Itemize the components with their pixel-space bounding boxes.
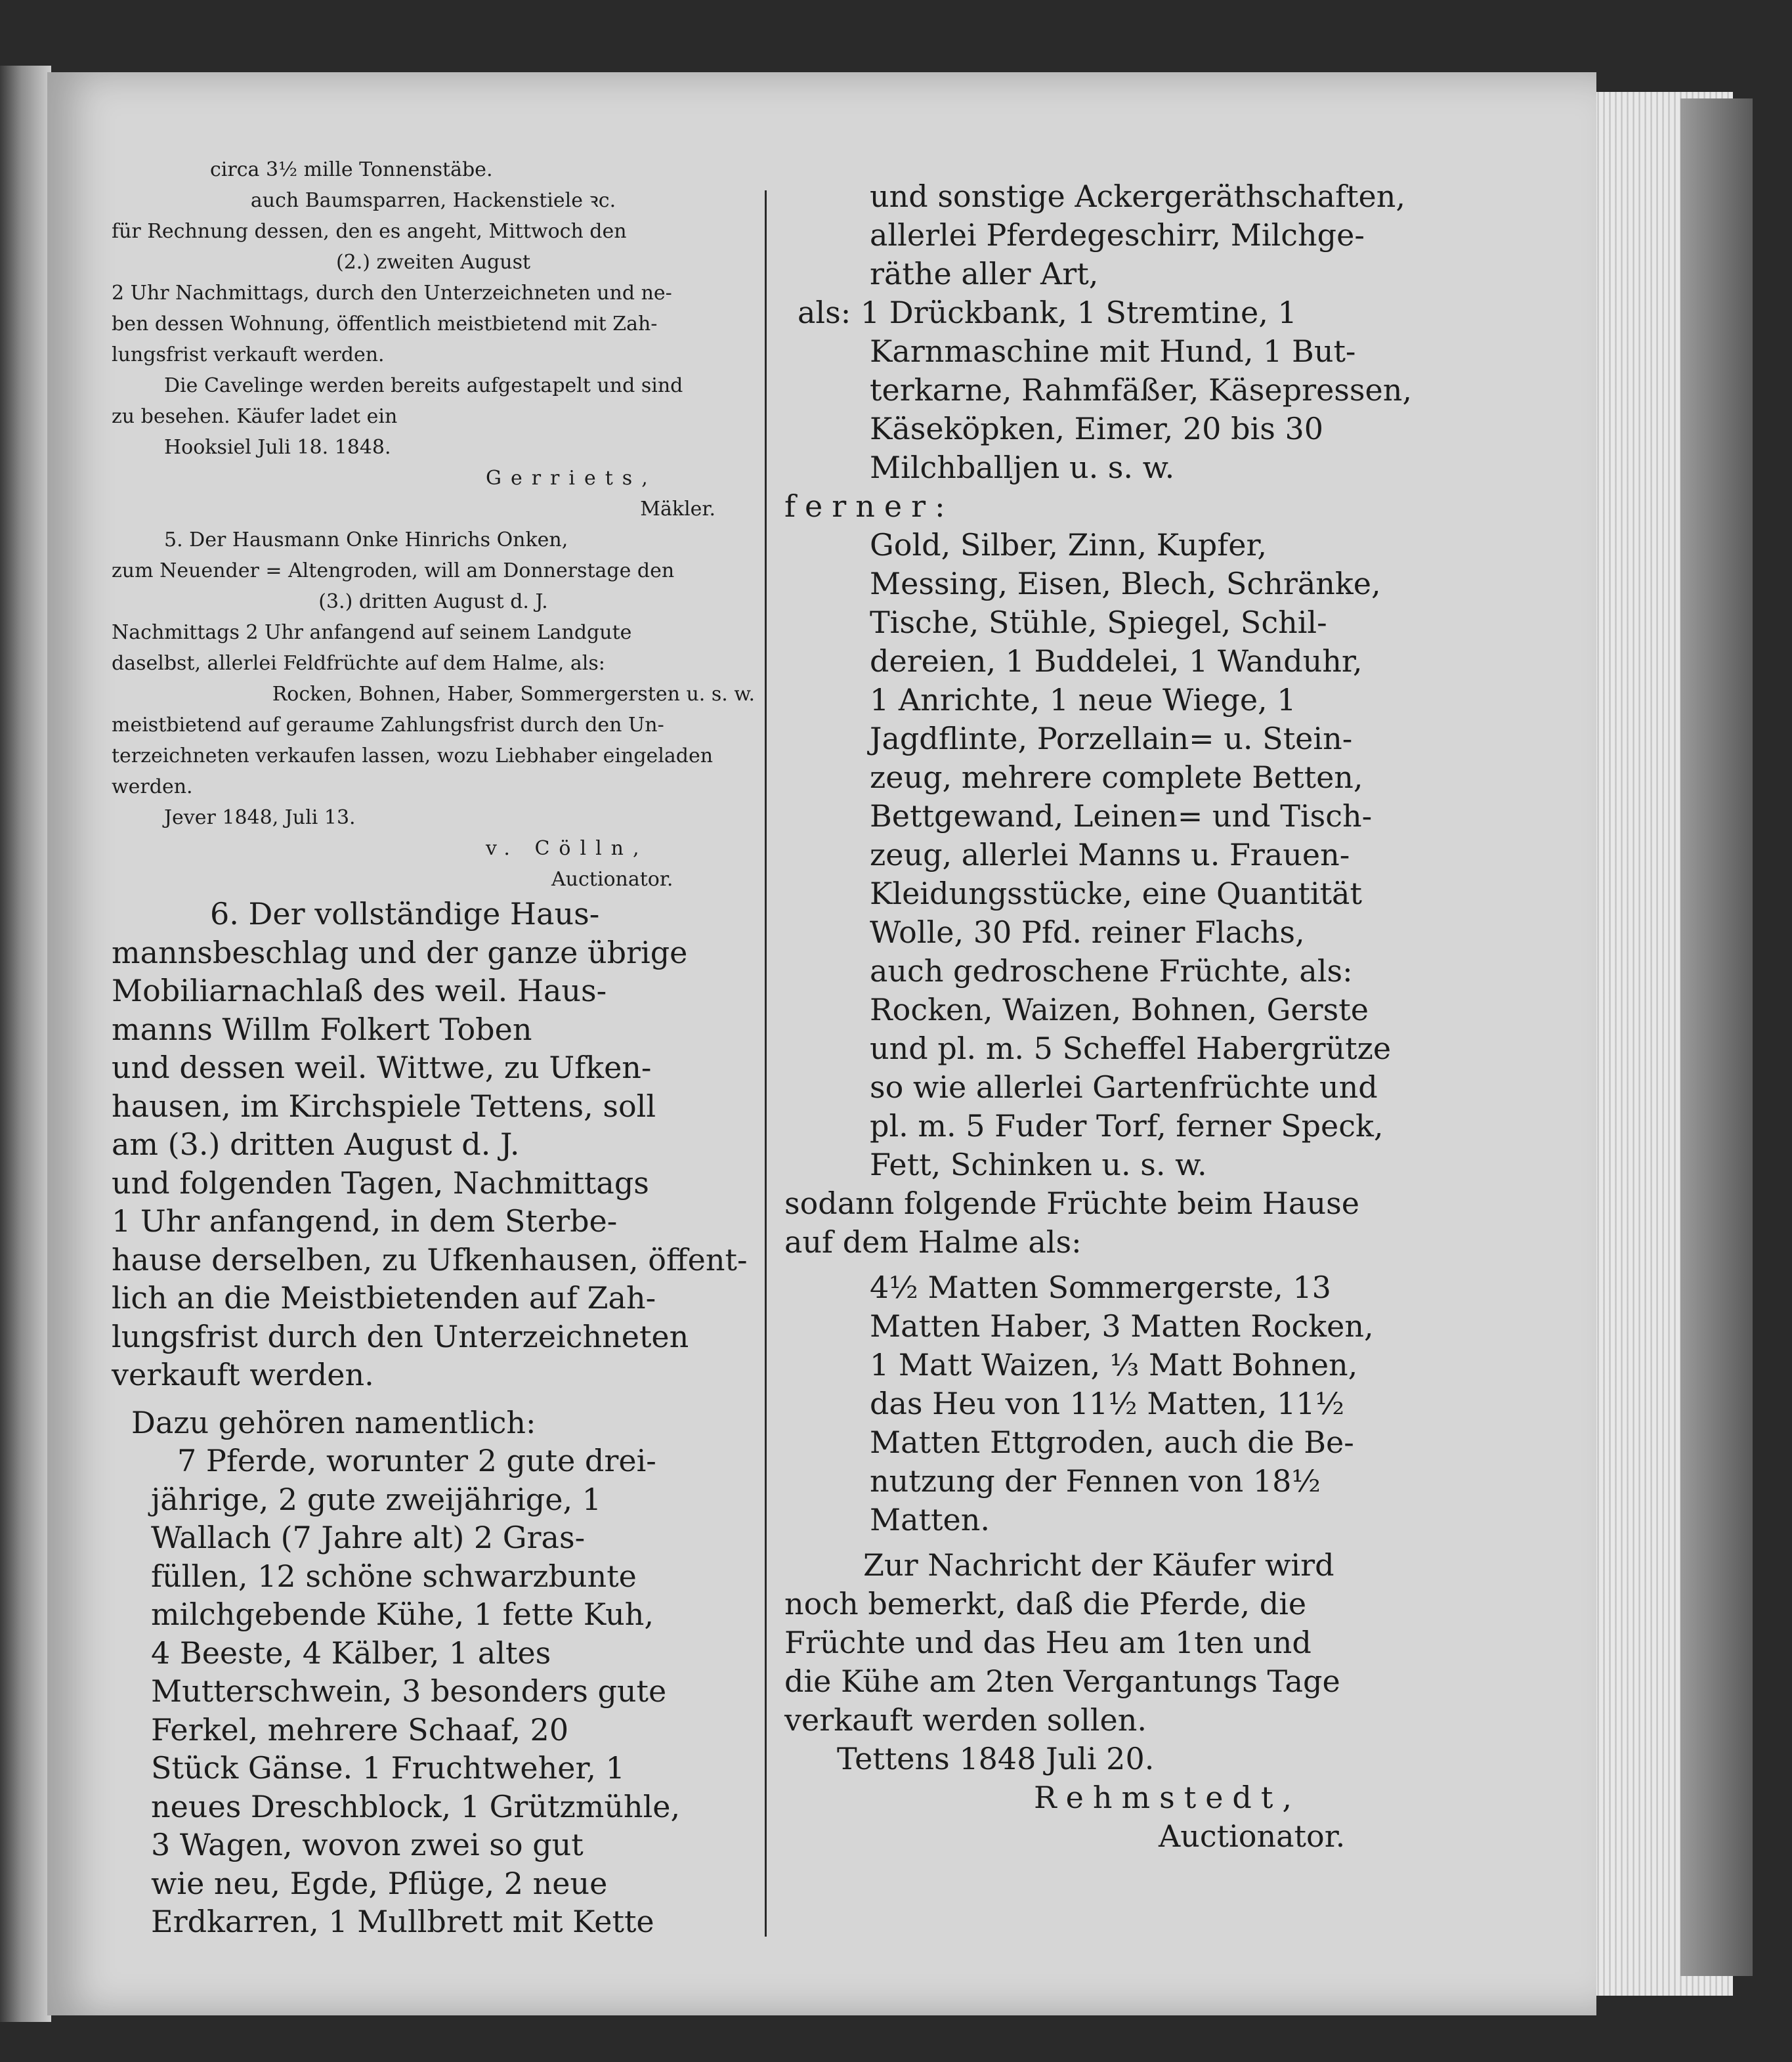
text-line: Käseköpken, Eimer, 20 bis 30 — [870, 411, 1323, 446]
text-line: auch gedroschene Früchte, als: — [870, 953, 1353, 989]
text-line: meistbietend auf geraume Zahlungsfrist durch den Un- — [112, 714, 664, 737]
text-line: Rocken, Waizen, Bohnen, Gerste — [870, 992, 1369, 1027]
text-line: milchgebende Kühe, 1 fette Kuh, — [151, 1597, 654, 1632]
text-line: 1 Uhr anfangend, in dem Sterbe- — [112, 1203, 618, 1239]
text-line: verkauft werden. — [112, 1357, 374, 1392]
text-line: am (3.) dritten August d. J. — [112, 1127, 520, 1162]
text-line: werden. — [112, 775, 193, 798]
text-line: Karnmaschine mit Hund, 1 But- — [870, 333, 1356, 369]
signer-role: Mäkler. — [640, 498, 715, 521]
text-line: räthe aller Art, — [870, 256, 1099, 291]
text-line: hausen, im Kirchspiele Tettens, soll — [112, 1088, 656, 1124]
text-line: Milchballjen u. s. w. — [870, 450, 1175, 485]
text-line: Erdkarren, 1 Mullbrett mit Kette — [151, 1904, 654, 1939]
text-line: terkarne, Rahmfäßer, Käsepressen, — [870, 372, 1412, 408]
text-line: Ferkel, mehrere Schaaf, 20 — [151, 1711, 569, 1748]
text-line: Jagdflinte, Porzellain= u. Stein- — [870, 721, 1353, 756]
text-line: (2.) zweiten August — [335, 251, 531, 274]
text-line: Wolle, 30 Pfd. reiner Flachs, — [870, 914, 1305, 950]
text-line: Gold, Silber, Zinn, Kupfer, — [870, 527, 1268, 563]
text-line: Fett, Schinken u. s. w. — [870, 1147, 1207, 1182]
text-line: lich an die Meistbietenden auf Zah- — [112, 1280, 656, 1316]
text-line: als: 1 Drückbank, 1 Stremtine, 1 — [798, 295, 1297, 330]
dateline: Hooksiel Juli 18. 1848. — [164, 436, 391, 459]
text-line: 1 Anrichte, 1 neue Wiege, 1 — [870, 682, 1296, 718]
text-line: 2 Uhr Nachmittags, durch den Unterzeichneten und ne- — [112, 282, 672, 305]
notice-4 — [112, 154, 755, 525]
text-line: circa 3½ mille Tonnenstäbe. — [210, 158, 493, 181]
text-line: das Heu von 11½ Matten, 11½ — [870, 1386, 1345, 1421]
text-line: lungsfrist verkauft werden. — [112, 343, 385, 366]
text-line: und folgenden Tagen, Nachmittags — [112, 1165, 649, 1201]
text-line: lungsfrist durch den Unterzeichneten — [112, 1318, 689, 1354]
left-page-edge — [0, 66, 51, 2022]
text-line: Früchte und das Heu am 1ten und — [784, 1625, 1312, 1660]
text-line: pl. m. 5 Fuder Torf, ferner Speck, — [870, 1108, 1384, 1144]
text-line: Mobiliarnachlaß des weil. Haus- — [112, 973, 607, 1008]
text-line: Tische, Stühle, Spiegel, Schil- — [870, 605, 1327, 640]
text-line: Messing, Eisen, Blech, Schränke, — [870, 566, 1381, 601]
text-line: allerlei Pferdegeschirr, Milchge- — [870, 217, 1365, 253]
text-line: Dazu gehören namentlich: — [131, 1404, 536, 1440]
text-line: Nachmittags 2 Uhr anfangend auf seinem Landgute — [112, 621, 632, 644]
text-line: nutzung der Fennen von 18½ — [870, 1463, 1321, 1499]
text-line: hause derselben, zu Ufkenhausen, öffent- — [112, 1241, 748, 1278]
notice-5 — [112, 525, 755, 895]
text-line: Matten Haber, 3 Matten Rocken, — [870, 1308, 1374, 1344]
text-line: sodann folgende Früchte beim Hause — [784, 1186, 1359, 1221]
text-line: Rocken, Bohnen, Haber, Sommergersten u. s. w. — [272, 683, 755, 706]
text-line: dereien, 1 Buddelei, 1 Wanduhr, — [870, 643, 1363, 679]
signer-name: v. Cölln, — [486, 837, 649, 860]
dateline: Jever 1848, Juli 13. — [164, 806, 356, 829]
text-line: so wie allerlei Gartenfrüchte und — [870, 1069, 1378, 1105]
text-line: zum Neuender = Altengroden, will am Donnerstage den — [112, 559, 675, 582]
text-line: 4½ Matten Sommergerste, 13 — [870, 1270, 1331, 1305]
text-line: Zur Nachricht der Käufer wird — [863, 1547, 1334, 1583]
dateline: Tettens 1848 Juli 20. — [837, 1741, 1155, 1776]
right-column — [784, 177, 1441, 1856]
text-line: 1 Matt Waizen, ⅓ Matt Bohnen, — [870, 1347, 1358, 1383]
signer-role: Auctionator. — [551, 868, 673, 891]
column-rule — [765, 190, 767, 1937]
notice-6 — [112, 895, 755, 1941]
text-line: (3.) dritten August d. J. — [318, 590, 548, 613]
text-line: jährige, 2 gute zweijährige, 1 — [151, 1481, 601, 1517]
text-line: 4 Beeste, 4 Kälber, 1 altes — [151, 1635, 551, 1671]
text-line: die Kühe am 2ten Vergantungs Tage — [784, 1664, 1340, 1699]
text-line: zeug, mehrere complete Betten, — [870, 760, 1363, 795]
text-line: daselbst, allerlei Feldfrüchte auf dem Halme, als: — [112, 652, 605, 675]
cover-board — [1680, 98, 1753, 1976]
text-line: 6. Der vollständige Haus- — [210, 896, 600, 932]
text-line: mannsbeschlag und der ganze übrige — [112, 934, 688, 970]
text-line: zeug, allerlei Manns u. Frauen- — [870, 837, 1350, 872]
text-line: verkauft werden sollen. — [784, 1702, 1147, 1738]
text-line: Bettgewand, Leinen= und Tisch- — [870, 798, 1373, 834]
text-line: 5. Der Hausmann Onke Hinrichs Onken, — [164, 528, 568, 551]
text-line: terzeichneten verkaufen lassen, wozu Liebhaber eingeladen — [112, 744, 714, 767]
text-line: auch Baumsparren, Hackenstiele ꝛc. — [250, 189, 616, 212]
text-line: Die Cavelinge werden bereits aufgestapelt und sind — [164, 374, 683, 397]
text-line: Mutterschwein, 3 besonders gute — [151, 1673, 667, 1709]
text-line: Matten. — [870, 1502, 990, 1537]
text-line: zu besehen. Käufer ladet ein — [112, 405, 398, 428]
text-line: Stück Gänse. 1 Fruchtweher, 1 — [151, 1750, 625, 1786]
text-line: und dessen weil. Wittwe, zu Ufken- — [112, 1050, 652, 1085]
text-line: und pl. m. 5 Scheffel Habergrütze — [870, 1031, 1392, 1066]
text-line: Kleidungsstücke, eine Quantität — [870, 876, 1362, 911]
text-line: Matten Ettgroden, auch die Be- — [870, 1425, 1354, 1460]
text-line: für Rechnung dessen, den es angeht, Mittwoch den — [112, 220, 627, 243]
signer-name: Gerriets, — [486, 467, 657, 490]
text-line: wie neu, Egde, Pflüge, 2 neue — [151, 1865, 608, 1901]
text-line: und sonstige Ackergeräthschaften, — [870, 179, 1406, 214]
text-line: füllen, 12 schöne schwarzbunte — [151, 1558, 637, 1594]
text-line: 3 Wagen, wovon zwei so gut — [151, 1827, 584, 1862]
text-line: manns Willm Folkert Toben — [112, 1011, 532, 1047]
signer-role: Auctionator. — [1159, 1818, 1346, 1854]
text-line: ben dessen Wohnung, öffentlich meistbietend mit Zah- — [112, 312, 658, 335]
text-line: neues Dreschblock, 1 Grützmühle, — [151, 1788, 681, 1824]
signer-name: Rehmstedt, — [1034, 1780, 1301, 1815]
text-line: 7 Pferde, worunter 2 gute drei- — [177, 1443, 656, 1478]
text-line: auf dem Halme als: — [784, 1224, 1082, 1260]
text-line: noch bemerkt, daß die Pferde, die — [784, 1586, 1307, 1622]
left-column — [112, 154, 755, 1941]
text-line: Wallach (7 Jahre alt) 2 Gras- — [151, 1520, 586, 1555]
text-line: ferner: — [784, 488, 954, 524]
